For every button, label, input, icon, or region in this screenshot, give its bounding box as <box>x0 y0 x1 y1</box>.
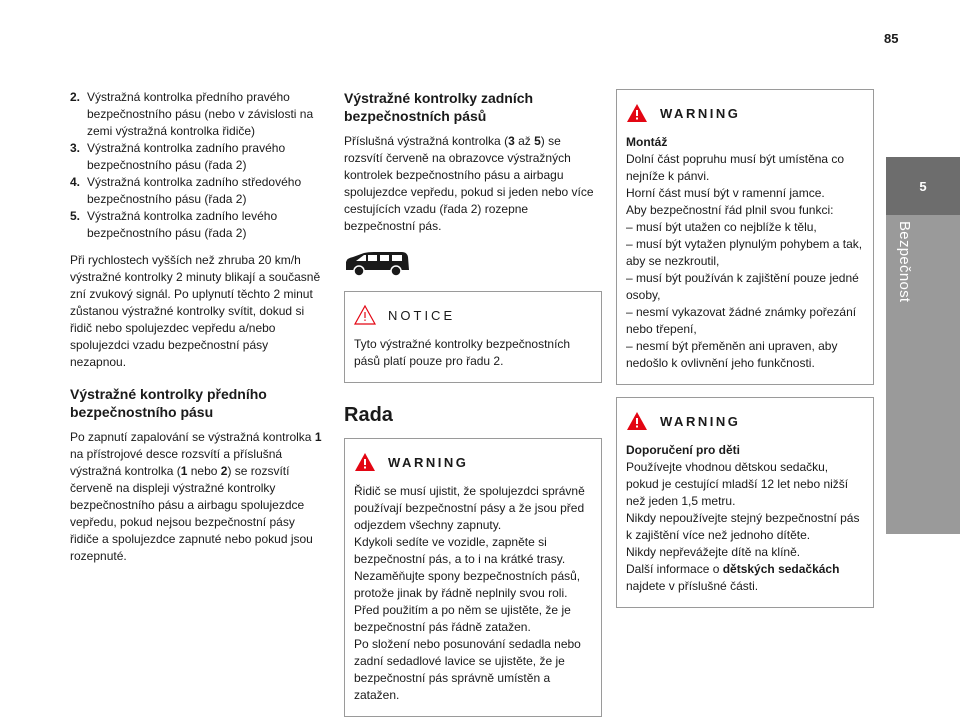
list-item: 2. Výstražná kontrolka předního pravého bezpečnostního pásu (nebo v závislosti na zemi výstražná kontrolka řidiče) <box>70 90 314 138</box>
warning-text: Řidič se musí ujistit, že spolujezdci správně používají bezpečnostní pásy a že jsou před odjezdem všechny zapnuty. Kdykoli sedíte ve vozidle, zapněte si bezpečnostní pás, a to i na krátké trasy. Nezaměňujte spony bezpečnostních pásů, protože jinak by řádně neplnily svou roli. Před použitím a po něm se ujistěte, že je bezpečnostní pás řádně zatažen. Po složení nebo posunování sedadla nebo zadní sedadlové lavice se ujistěte, že je bezpečnostní pás správně umístěn a zatažen. <box>354 484 585 702</box>
van-icon <box>344 251 602 277</box>
notice-triangle-icon <box>354 305 376 325</box>
column-middle <box>344 89 602 717</box>
chapter-side-tab <box>886 157 960 534</box>
warning-title: WARNING <box>660 413 741 429</box>
front-belt-paragraph: Po zapnutí zapalování se výstražná kontrolka 1 na přístrojové desce rozsvítí a příslušná výstražná kontrolka (1 nebo 2) se rozsvítí červeně na displeji výstražné kontrolky bezpečnostního pásu a airbagu spolujezdce vepředu, pokud nejsou bezpečnostní pásy řidiče a spolujezdce zapnuté nebo pokud jsou rozepnuté. <box>70 430 322 563</box>
column-right <box>616 89 874 608</box>
rear-belt-paragraph: Příslušná výstražná kontrolka (3 až 5) se rozsvítí červeně na obrazovce výstražných kontrolek bezpečnostního pásu a airbagu spolujezdce vepředu, pokud si jeden nebo více cestujících vzadu (řada 2) rozepne bezpečnostní pás. <box>344 134 594 233</box>
warning-text: Montáž Dolní část popruhu musí být umístěna co nejníže k pánvi. Horní část musí být v ramenní jamce. Aby bezpečnostní řád plnil svou funkci: – musí být utažen co nejblíže k tělu, – musí být vytažen plynulým pohybem a tak, aby se nezkroutil, – musí být používán k zajištění pouze jedné osoby, – nesmí vykazovat žádné známky pořezání nebo třepení, – nesmí být přeměněn ani upraven, aby nedošlo k ovlivnění jeho funkčnosti. <box>626 135 863 370</box>
warning-title: WARNING <box>388 454 469 470</box>
warning-triangle-icon <box>354 452 376 472</box>
chapter-number: 5 <box>886 157 960 215</box>
warning-box-children <box>616 397 874 608</box>
page-number: 85 <box>884 31 899 46</box>
notice-title: NOTICE <box>388 307 456 323</box>
warning-title: WARNING <box>660 105 741 121</box>
list-item: 5. Výstražná kontrolka zadního levého bezpečnostního pásu (řada 2) <box>70 209 278 240</box>
rear-belt-heading: Výstražné kontrolky zadních bezpečnostních pásů <box>344 90 534 124</box>
list-item: 4. Výstražná kontrolka zadního středového bezpečnostního pásu (řada 2) <box>70 175 302 206</box>
warning-box-mounting <box>616 89 874 385</box>
speed-warning-paragraph: Při rychlostech vyšších než zhruba 20 km/h výstražné kontrolky 2 minuty blikají a současně zní zvukový signál. Po uplynutí těchto 2 minut zůstanou výstražné kontrolky svítit, dokud si řidič nebo spolujezdec vepředu a/nebo spolujezdci vzadu bezpečnostní pásy nezapnou. <box>70 253 321 369</box>
front-belt-heading: Výstražné kontrolky předního bezpečnostního pásu <box>70 386 267 420</box>
chapter-title: Bezpečnost <box>896 221 913 303</box>
warning-text: Doporučení pro děti Používejte vhodnou dětskou sedačku, pokud je cestující mladší 12 let nebo nižší než jeden 1,5 metru. Nikdy nepoužívejte stejný bezpečnostní pás k zajištění více než jednoho dítěte. Nikdy nepřevážejte dítě na klíně. Další informace o dětských sedačkách najdete v příslušné části. <box>626 443 860 593</box>
notice-box <box>344 291 602 383</box>
warning-lamp-list <box>70 89 322 242</box>
notice-text: Tyto výstražné kontrolky bezpečnostních pásů platí pouze pro řadu 2. <box>354 337 571 368</box>
section-title: Rada <box>344 404 393 426</box>
warning-subheading: Doporučení pro děti <box>626 443 740 457</box>
warning-triangle-icon <box>626 411 648 431</box>
column-left <box>70 89 322 565</box>
warning-triangle-icon <box>626 103 648 123</box>
warning-box <box>344 438 602 717</box>
list-item: 3. Výstražná kontrolka zadního pravého bezpečnostního pásu (řada 2) <box>70 141 286 172</box>
warning-subheading: Montáž <box>626 135 668 149</box>
